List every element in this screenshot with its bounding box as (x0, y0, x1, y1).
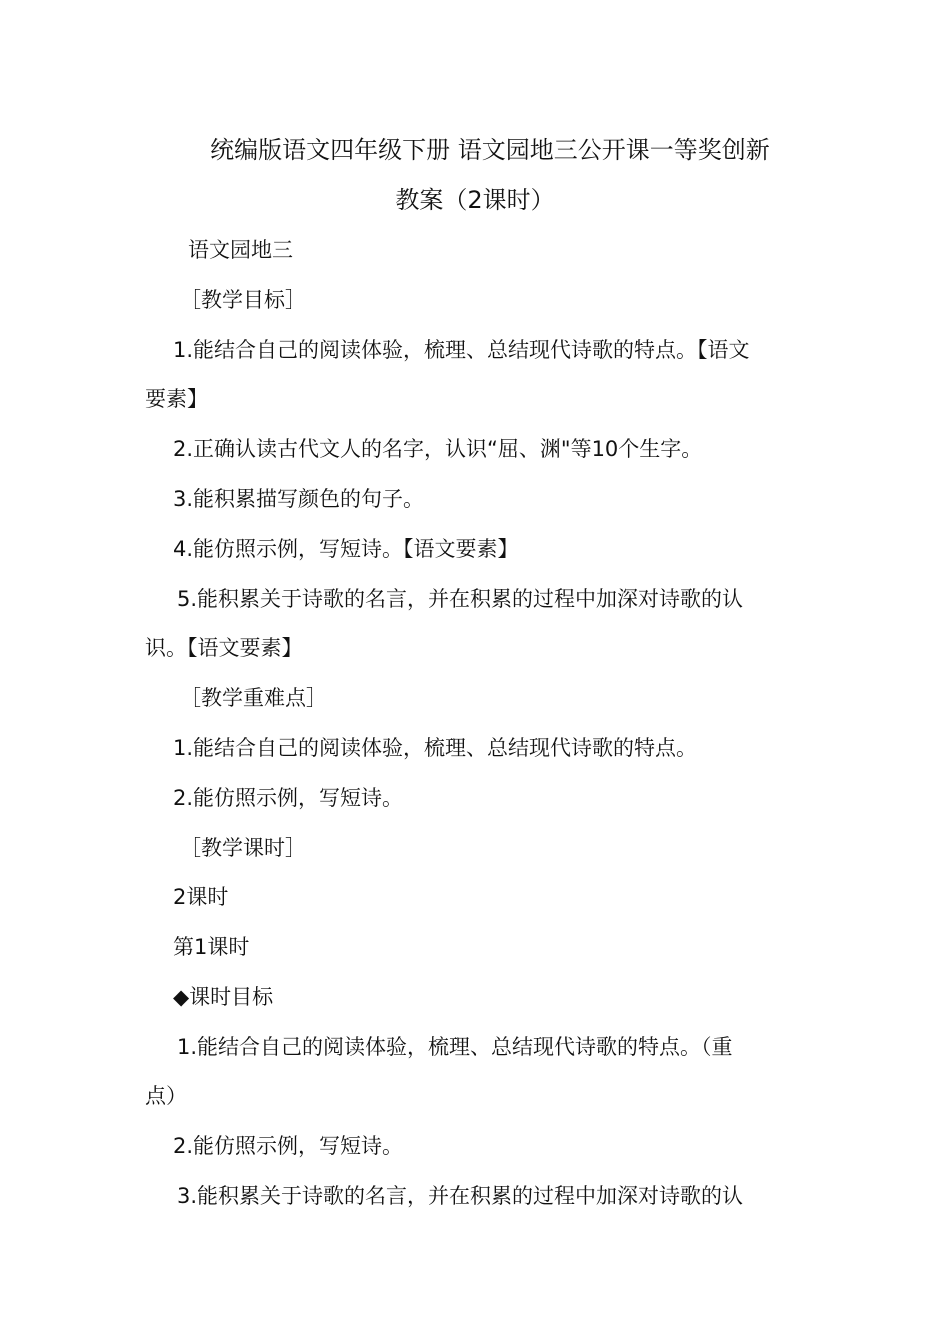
label-class-hours: ［教学课时］ (180, 836, 306, 860)
paragraph-line: 3.能积累关于诗歌的名言，并在积累的过程中加深对诗歌的认 (177, 1184, 744, 1208)
paragraph-line: 2.正确认读古代文人的名字，认识“屈、渊"等10个生字。 (173, 437, 703, 461)
paragraph-line: 2.能仿照示例，写短诗。 (173, 786, 404, 810)
paragraph-line: 2课时 (173, 885, 229, 909)
paragraph-line: 1.能结合自己的阅读体验，梳理、总结现代诗歌的特点。【语文 (173, 338, 750, 362)
paragraph-line: 2.能仿照示例，写短诗。 (173, 1134, 404, 1158)
paragraph-line: 1.能结合自己的阅读体验，梳理、总结现代诗歌的特点。 (173, 736, 698, 760)
label-key-difficulties: ［教学重难点］ (180, 686, 327, 710)
paragraph-line: 识。【语文要素】 (145, 636, 303, 660)
paragraph-line: 1.能结合自己的阅读体验，梳理、总结现代诗歌的特点。（重 (177, 1035, 733, 1059)
label-teaching-objectives: ［教学目标］ (180, 288, 306, 312)
paragraph-line: 5.能积累关于诗歌的名言，并在积累的过程中加深对诗歌的认 (177, 587, 744, 611)
document-title-line-2: 教案（2课时） (395, 186, 555, 214)
document-title-line-1: 统编版语文四年级下册 语文园地三公开课一等奖创新 (210, 136, 770, 164)
paragraph-line: 要素】 (145, 387, 208, 411)
lesson-objectives-heading: ◆课时目标 (173, 985, 274, 1009)
section-heading: 语文园地三 (188, 238, 293, 262)
paragraph-line: 3.能积累描写颜色的句子。 (173, 487, 425, 511)
lesson-heading: 第1课时 (173, 935, 250, 959)
paragraph-line: 点） (145, 1084, 187, 1108)
paragraph-line: 4.能仿照示例，写短诗。【语文要素】 (173, 537, 519, 561)
